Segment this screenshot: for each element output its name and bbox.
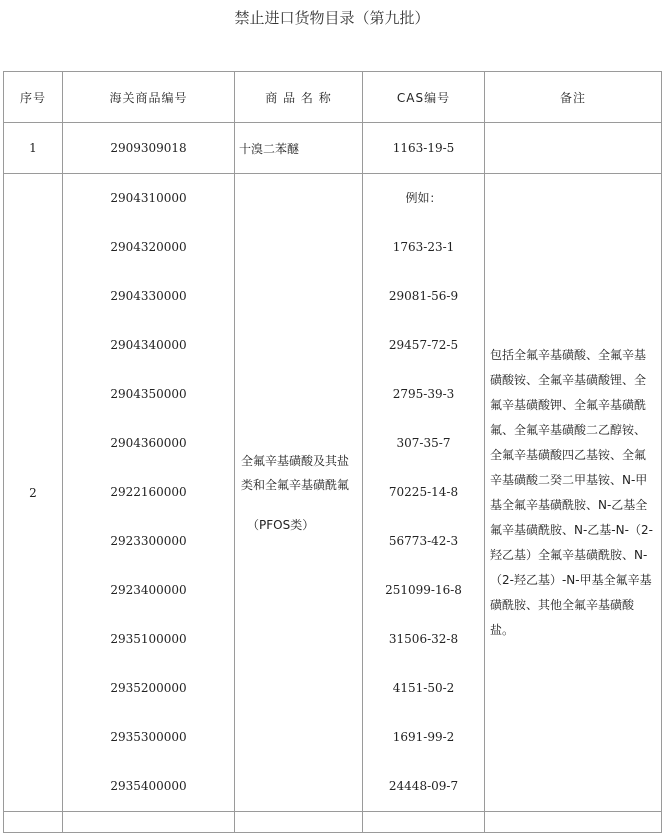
row2-note-cell (485, 174, 662, 812)
row1-note (485, 123, 662, 174)
cas-item: 29457-72-5 (388, 338, 459, 352)
row3-cas (363, 812, 485, 833)
cas-item: 1691-99-2 (392, 730, 455, 744)
header-name: 商 品 名 称 (235, 72, 363, 123)
code-item: 2922160000 (110, 485, 187, 499)
row2-name-abbr: （PFOS类） (247, 517, 315, 532)
row1-seq: 1 (4, 123, 63, 174)
cas-item: 56773-42-3 (388, 534, 459, 548)
header-cas: CAS编号 (363, 72, 485, 123)
row2-codes-list (63, 174, 234, 811)
cas-item: 24448-09-7 (388, 779, 459, 793)
row2-cas-list (363, 174, 484, 811)
table-header-row (4, 72, 662, 123)
code-item: 2904310000 (110, 191, 187, 205)
header-note: 备注 (485, 72, 662, 123)
row1-name: 十溴二苯醚 (235, 123, 363, 174)
cas-item: 2795-39-3 (392, 387, 455, 401)
row3-code (63, 812, 235, 833)
cas-item: 251099-16-8 (385, 583, 462, 597)
cas-item: 307-35-7 (396, 436, 451, 450)
table-row (4, 812, 662, 833)
row3-note (485, 812, 662, 833)
code-item: 2904360000 (110, 436, 187, 450)
row1-cas: 1163-19-5 (363, 123, 485, 174)
cas-item: 4151-50-2 (392, 681, 455, 695)
cas-item: 1763-23-1 (392, 240, 455, 254)
cas-item: 31506-32-8 (388, 632, 459, 646)
cas-item: 29081-56-9 (388, 289, 459, 303)
code-item: 2923400000 (110, 583, 187, 597)
row2-seq: 2 (4, 174, 63, 812)
row2-cas-cell (363, 174, 485, 812)
header-seq: 序号 (4, 72, 63, 123)
goods-table (3, 71, 662, 833)
code-item: 2904350000 (110, 387, 187, 401)
table-row (4, 174, 662, 812)
code-item: 2935100000 (110, 632, 187, 646)
row2-name-text: 全氟辛基磺酸及其盐类和全氟辛基磺酰氟 (241, 453, 350, 492)
row3-seq (4, 812, 63, 833)
row2-name-cell (235, 174, 363, 812)
code-item: 2904330000 (110, 289, 187, 303)
code-item: 2904340000 (110, 338, 187, 352)
row1-code: 2909309018 (63, 123, 235, 174)
cas-prefix: 例如： (405, 191, 442, 205)
row2-note: 包括全氟辛基磺酸、全氟辛基磺酸铵、全氟辛基磺酸锂、全氟辛基磺酸钾、全氟辛基磺酰氟、全氟辛基磺酸二乙醇铵、全氟辛基磺酸四乙基铵、全氟辛基磺酸二癸二甲基铵、N-甲基全氟辛基磺酰胺、N-乙基全氟辛基磺酰胺、N-乙基-N-（2-羟乙基）全氟辛基磺酰胺、N-（2-羟乙基）-N-甲基全氟辛基磺酰胺、其他全氟辛基磺酸盐。 (490, 347, 653, 637)
table-row (4, 123, 662, 174)
code-item: 2923300000 (110, 534, 187, 548)
code-item: 2935300000 (110, 730, 187, 744)
cas-item: 70225-14-8 (388, 485, 459, 499)
code-item: 2935200000 (110, 681, 187, 695)
row3-name (235, 812, 363, 833)
code-item: 2904320000 (110, 240, 187, 254)
page-title: 禁止进口货物目录（第九批） (234, 9, 430, 27)
header-code: 海关商品编号 (63, 72, 235, 123)
row2-name (235, 449, 362, 537)
row2-codes-cell (63, 174, 235, 812)
code-item: 2935400000 (110, 779, 187, 793)
